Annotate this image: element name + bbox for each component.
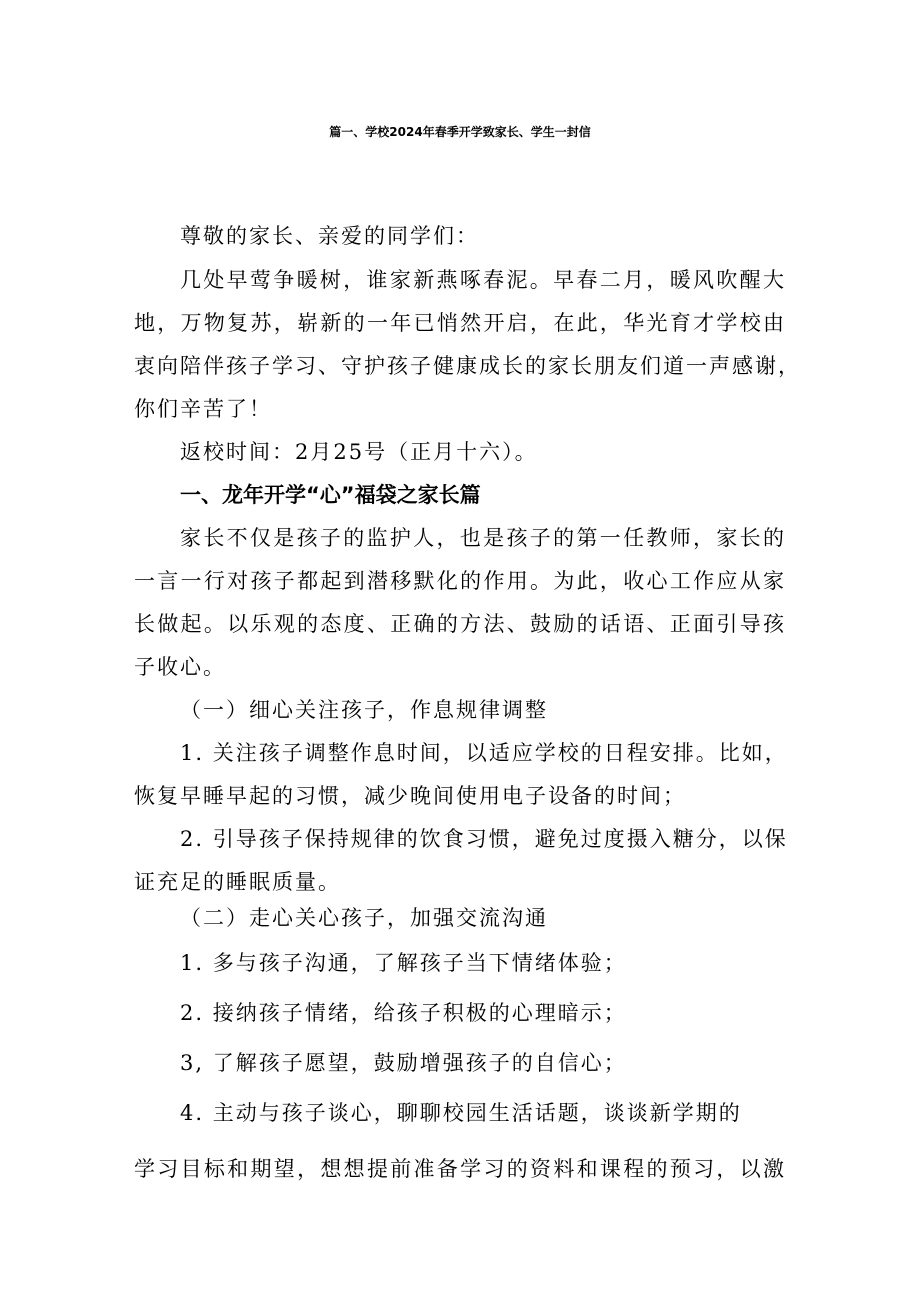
sub2-item-4: 4. 主动与孩子谈心，聊聊校园生活话题，谈谈新学期的 <box>180 1101 742 1125</box>
sub1-item1-line-2: 恢复早睡早起的习惯，减少晚间使用电子设备的时间； <box>134 784 686 808</box>
return-time: 返校时间：2月25号（正月十六）。 <box>180 440 538 464</box>
intro-line-3: 衷向陪伴孩子学习、守护孩子健康成长的家长朋友们道一声感谢， <box>134 354 801 378</box>
sub1-heading: （一）细心关注孩子，作息规律调整 <box>180 698 548 722</box>
intro-line-1: 几处早莺争暖树，谁家新燕啄春泥。早春二月，暖风吹醒大 <box>180 268 786 292</box>
section1-line-3: 长做起。以乐观的态度、正确的方法、鼓励的话语、正面引导孩 <box>134 612 786 636</box>
sub1-item2-line-1: 2. 引导孩子保持规律的饮食习惯，避免过度摄入糖分，以保 <box>180 827 788 851</box>
sub2-item-2: 2. 接纳孩子情绪，给孩子积极的心理暗示； <box>180 1001 627 1025</box>
intro-line-4: 你们辛苦了！ <box>134 397 272 421</box>
section1-heading: 一、龙年开学“心”福袋之家长篇 <box>180 483 481 507</box>
sub1-item2-line-2: 证充足的睡眠质量。 <box>134 870 341 894</box>
sub2-item-3: 3, 了解孩子愿望，鼓励增强孩子的自信心； <box>180 1051 627 1075</box>
sub2-heading: （二）走心关心孩子，加强交流沟通 <box>180 906 548 930</box>
sub1-item1-line-1: 1. 关注孩子调整作息时间，以适应学校的日程安排。比如， <box>180 741 788 765</box>
intro-line-2: 地，万物复苏，崭新的一年已悄然开启，在此，华光育才学校由 <box>134 311 786 335</box>
sub2-item-1: 1. 多与孩子沟通，了解孩子当下情绪体验； <box>180 951 627 975</box>
section1-line-4: 子收心。 <box>134 655 226 679</box>
document-title: 篇一、学校2024年春季开学致家长、学生一封信 <box>329 125 591 139</box>
salutation: 尊敬的家长、亲爱的同学们： <box>180 224 479 248</box>
section1-line-1: 家长不仅是孩子的监护人，也是孩子的第一任教师，家长的 <box>180 526 786 550</box>
section1-line-2: 一言一行对孩子都起到潜移默化的作用。为此，收心工作应从家 <box>134 569 786 593</box>
last-line: 学习目标和期望，想想提前准备学习的资料和课程的预习，以激 <box>134 1157 786 1181</box>
